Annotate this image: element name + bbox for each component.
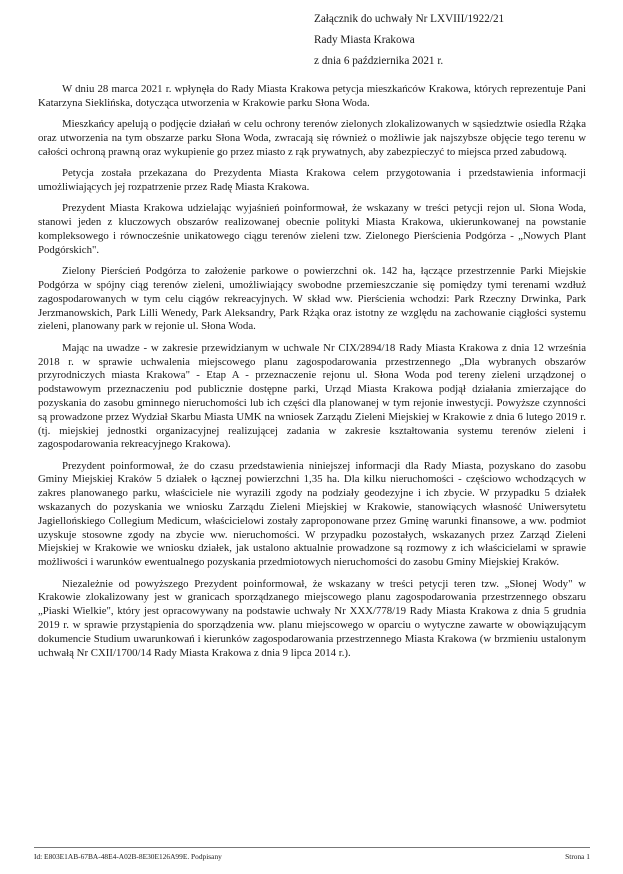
- document-body: [38, 83, 586, 668]
- document-id: Id: E803E1AB-67BA-48E4-A02B-8E30E126A99E. Podpisany: [34, 852, 222, 861]
- paragraph: W dniu 28 marca 2021 r. wpłynęła do Rady Miasta Krakowa petycja mieszkańców Krakowa, których reprezentuje Pani Katarzyna Sieklińska, dotycząca utworzenia w Krakowie parku Słona Woda.: [38, 83, 586, 109]
- council-name: Rady Miasta Krakowa: [314, 34, 415, 46]
- paragraph: Mieszkańcy apelują o podjęcie działań w celu ochrony terenów zielonych zlokalizowanych w sąsiedztwie osiedla Rżąka oraz utworzenia na tym obszarze parku Słona Woda, zwracają się również o możliwie jak najszybsze objęcie tego terenu w całości ochroną prawną oraz wykupienie go przez miasto z rąk prywatnych, aby zabezpieczyć to miejsca przed zabudową.: [38, 118, 586, 158]
- document-footer: [34, 847, 590, 862]
- paragraph: Prezydent Miasta Krakowa udzielając wyjaśnień poinformował, że wskazany w treści petycji rejon ul. Słona Woda, stanowi jeden z kluczowych obszarów realizowanej obecnie polityki Miasta Krakowa, ukierunkowanej na powstanie kompleksowego i równocześnie unikatowego ciągu terenów zieleni tzw. Zielonego Pierścienia Podgórza - „Nowych Plant Podgórskich".: [38, 202, 586, 256]
- paragraph: Niezależnie od powyższego Prezydent poinformował, że wskazany w treści petycji teren tzw. „Słonej Wody" w Krakowie zlokalizowany jest w granicach sporządzanego miejscowego planu zagospodarowania przestrzennego obszaru „Piaski Wielkie", który jest opracowywany na podstawie uchwały Nr XXX/778/19 Rady Miasta Krakowa z dnia 5 grudnia 2019 r. w sprawie przystąpienia do sporządzenia ww. planu miejscowego w oparciu o wytyczne zawarte w obowiązującym dokumencie Studium uwarunkowań i kierunków zagospodarowania przestrzennego Miasta Krakowa (w brzmieniu ustalonym uchwałą Nr CXII/1700/14 Rady Miasta Krakowa z dnia 9 lipca 2014 r.).: [38, 577, 586, 659]
- paragraph: Prezydent poinformował, że do czasu przedstawienia niniejszej informacji dla Rady Miasta, pozyskano do zasobu Gminy Miejskiej Kraków 5 działek o łącznej powierzchni 1,35 ha. Dla kilku nieruchomości - częściowo wchodzących w zakres planowanego parku, właściciele nie wyrazili zgody na podziały geodezyjne i ich zbycie. W przypadku 5 działek wskazanych do pozyskania we wniosku Zarządu Zieleni Miejskiej w Krakowie, stanowiących własność Uniwersytetu Jagiellońskiego Collegium Medicum, właścicielowi zostały zaproponowane przez Gminę warunki finansowe, a ww. podmiot uzyskuje stosowne zgody na zbycie ww. nieruchomości. W przypadku pozostałych, wskazanych przez Zarząd Zieleni Miejskiej w Krakowie we wniosku działek, jak ustalono aktualnie prowadzone są rozmowy z ich właścicielami w sprawie możliwości i warunków ewentualnego pozyskania przedmiotowych nieruchomości do zasobu Gminy Miejskiej Kraków.: [38, 459, 586, 569]
- attachment-title: Załącznik do uchwały Nr LXVIII/1922/21: [314, 13, 505, 25]
- paragraph: Petycja została przekazana do Prezydenta Miasta Krakowa celem przygotowania i przedstawienia informacji umożliwiających jej rozpatrzenie przez Radę Miasta Krakowa.: [38, 167, 586, 193]
- paragraph: Zielony Pierścień Podgórza to założenie parkowe o powierzchni ok. 142 ha, łączące przestrzennie Parki Miejskie Podgórza w spójny ciąg terenów zieleni, umożliwiający swobodne przemieszczanie się pomiędzy tymi terenami wzdłuż zagospodarowanych w tym celu ciągów rekreacyjnych. W skład ww. Pierścienia wchodzi: Park Rzeczny Drwinka, Park Jerzmanowskich, Park Lilli Wenedy, Park Aleksandry, Park Rżąka oraz istotny ze względu na zachowanie ciągłości systemu zieleni, planowany park w rejonie ul. Słona Woda.: [38, 265, 586, 333]
- resolution-date: z dnia 6 października 2021 r.: [314, 55, 444, 67]
- page-number: Strona 1: [565, 852, 590, 861]
- document-header: [314, 9, 504, 72]
- paragraph: Mając na uwadze - w zakresie przewidzianym w uchwale Nr CIX/2894/18 Rady Miasta Krakowa z dnia 12 września 2018 r. w sprawie uchwalenia miejscowego planu zagospodarowania przestrzennego „Dla wybranych obszarów przyrodniczych miasta Krakowa" - Etap A - przeznaczenie rejonu ul. Słona Woda pod tereny zieleni urządzonej o podstawowym przeznaczeniu pod publicznie dostępne parki, Urząd Miasta Krakowa podjął działania zmierzające do pozyskania do zasobu gminnego nieruchomości lub ich części dla planowanej w tym rejonie inwestycji. Powyższe czynności są prowadzone przez Wydział Skarbu Miasta UMK na wniosek Zarządu Zieleni Miejskiej w Krakowie z dnia 6 lutego 2019 r. (tj. miejskiej jednostki organizacyjnej realizującej zadania w zakresie kształtowania systemu terenów zieleni i zagospodarowania rekreacyjnego Krakowa).: [38, 341, 586, 451]
